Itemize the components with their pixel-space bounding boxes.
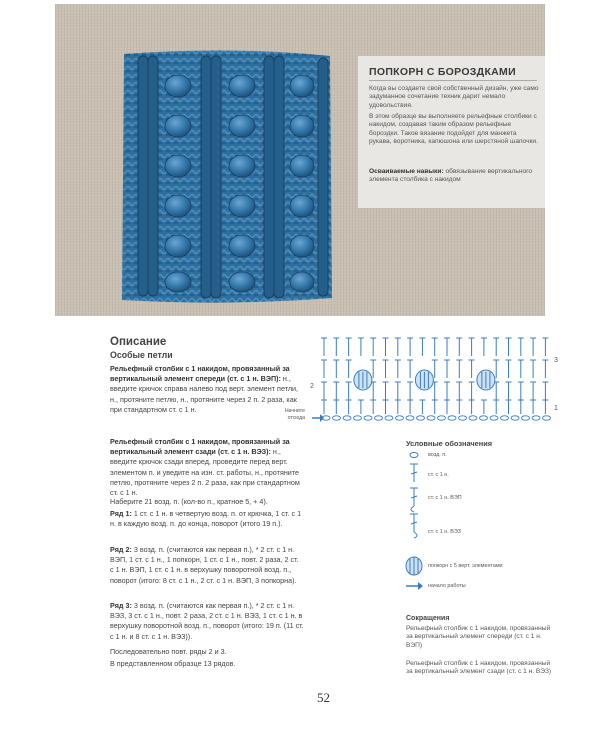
info-card: [358, 56, 545, 208]
diagram-chain-stitch: [543, 416, 551, 420]
abbreviation-2: Рельефный столбик с 1 накидом, провязанный за вертикальный элемент сзади (ст. с 1 н. ВЭЗ): [406, 660, 552, 676]
diagram-chain-stitch: [469, 416, 477, 420]
legend-label-start: начало работы: [428, 583, 466, 589]
legend-title: Условные обозначения: [406, 439, 493, 448]
diagram-chain-stitch: [459, 416, 467, 420]
legend-label-bpdc: ст. с 1 н. ВЭЗ: [428, 529, 461, 535]
stitch-1-name: Рельефный столбик с 1 накидом, провязанный за вертикальный элемент спереди (ст. с 1 н. ВЭП):: [110, 364, 290, 384]
dc-icon: [410, 464, 418, 482]
diagram-chain-stitch: [364, 416, 372, 420]
start-label: Начните отсюда: [284, 408, 305, 421]
card-paragraph-1: Когда вы создаете свой собственный дизайн, уже само задуманное сочетание техник дарит немало удовольствия.: [369, 85, 539, 109]
stitch-1-text: н., введите крючок справа налево под верт. элемент петли, н., протяните петлю, н., протяните через 2 п. 2 раза, как при стандартном ст. с 1 н.: [110, 374, 299, 414]
row-1-text: 1 ст. с 1 н. в четвертую возд. п. от крючка, 1 ст. с 1 н. в каждую возд. п. до конца, поворот (итого 19 п.).: [110, 509, 302, 529]
abbreviation-1: Рельефный столбик с 1 накидом, провязанный за вертикальный элемент спереди (ст. с 1 н. ВЭП): [406, 625, 551, 649]
card-skills: [369, 168, 539, 185]
legend-label-popcorn: попкорн с 5 верт. элементами: [428, 563, 503, 569]
front-post-dc-icon: [410, 488, 418, 512]
diagram-chain-stitch: [417, 416, 425, 420]
diagram-chain-stitch: [438, 416, 446, 420]
legend-symbols: [400, 448, 428, 598]
row-number-3: 3: [554, 357, 558, 364]
stitch-2-description: [110, 437, 304, 498]
row-1-instruction: [110, 509, 304, 529]
diagram-chain-stitch: [396, 416, 404, 420]
card-title: ПОПКОРН С БОРОЗДКАМИ: [369, 66, 516, 78]
crochet-swatch-image: [118, 48, 336, 306]
diagram-chain-stitch: [490, 416, 498, 420]
repeat-text: Последовательно повт. ряды 2 и 3.: [110, 647, 227, 656]
row-number-2: 2: [310, 383, 314, 390]
card-divider: [369, 80, 537, 81]
diagram-chain-stitch: [385, 416, 393, 420]
row-2-text: 3 возд. п. (считаются как первая п.), * 2 ст. с 1 н. ВЭП, 1 ст. с 1 н., 1 попкорн, 1 ст. с 1 н., повт. 2 раза, 2 ст. с 1 н. ВЭП, 1 ст. с 1 н. в верхушку поворотной возд. п., поворот (итого: 8 ст. с 1 н., 2 ст. с 1 н. ВЭП, 3 попкорна).: [110, 545, 299, 585]
row-3-instruction: [110, 601, 304, 642]
diagram-chain-stitch: [427, 416, 435, 420]
diagram-chain-stitch: [480, 416, 488, 420]
diagram-chain-stitch: [448, 416, 456, 420]
diagram-chain-stitch: [354, 416, 362, 420]
diagram-chain-stitch: [511, 416, 519, 420]
diagram-chain-stitch: [375, 416, 383, 420]
row-2-instruction: [110, 545, 304, 586]
stitch-1-description: [110, 364, 304, 415]
diagram-chain-stitch: [501, 416, 509, 420]
skills-label: Осваиваемые навыки:: [369, 168, 444, 175]
sample-text: В представленном образце 13 рядов.: [110, 659, 236, 668]
row-number-1: 1: [554, 405, 558, 412]
description-title: Описание: [110, 336, 167, 348]
skills-text: обвязывание вертикального элемента столбика с накидом: [369, 168, 533, 184]
start-arrowhead-icon: [320, 414, 324, 422]
cast-on-text: Наберите 21 возд. п. (кол-во п., кратное 5, + 4).: [110, 497, 268, 506]
special-stitches-title: Особые петли: [110, 350, 173, 360]
row-2-label: Ряд 2:: [110, 545, 132, 554]
legend-label-dc: ст. с 1 н.: [428, 472, 449, 478]
diagram-chain-stitch: [343, 416, 351, 420]
legend-label-fpdc: ст. с 1 н. ВЭП: [428, 495, 462, 501]
stitch-diagram: [308, 334, 560, 424]
stitch-2-name: Рельефный столбик с 1 накидом, провязанный за вертикальный элемент сзади (ст. с 1 н. ВЭЗ):: [110, 437, 290, 457]
diagram-chain-stitch: [532, 416, 540, 420]
row-1-label: Ряд 1:: [110, 509, 132, 518]
stitch-2-text: н., введите крючок сзади вперед, проведите перед верт. элементом п. и уведите на изн. ст. работы, н., протяните петлю, протяните через 2 п. 2 раза, как при стандартном ст. с 1 н.: [110, 447, 300, 498]
chain-icon: [410, 453, 418, 458]
row-3-label: Ряд 3:: [110, 601, 132, 610]
popcorn-icon: [406, 557, 422, 575]
legend-arrowhead-icon: [418, 582, 423, 590]
diagram-chain-stitch: [522, 416, 530, 420]
legend-label-chain: возд. п.: [428, 452, 447, 458]
card-paragraph-2: В этом образце вы выполняете рельефные столбики с накидом, создавая таким образом рельефные бороздки. Такое вязание подойдет для манжета рукава, воротника, капюшона или шерстяной шапочки.: [369, 113, 538, 146]
diagram-chain-stitch: [406, 416, 414, 420]
page-number: 52: [317, 690, 330, 705]
abbreviations-title: Сокращения: [406, 615, 450, 622]
back-post-dc-icon: [410, 514, 418, 538]
diagram-chain-stitch: [333, 416, 341, 420]
row-3-text: 3 возд. п. (считаются как первая п.), * 2 ст. с 1 н. ВЭЗ, 3 ст. с 1 н., повт. 2 раза, 2 ст. с 1 н. ВЭЗ, 1 ст. с 1 н. в верхушку поворотной возд. п., поворот (итого: 19 п. (11 ст. с 1 н. и 8 ст. с 1 н. ВЭЗ)).: [110, 601, 304, 641]
